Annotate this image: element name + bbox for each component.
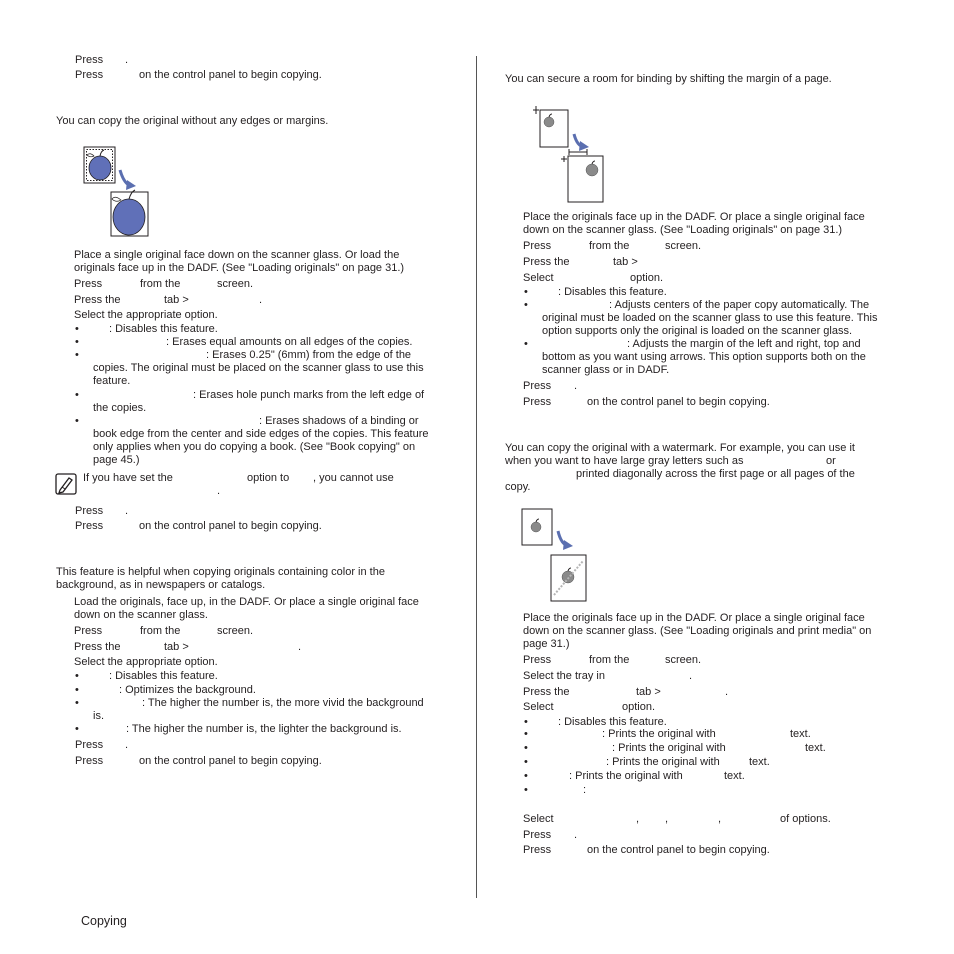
option-text: only applies when you do copying a book. (See "Book copying" on	[93, 441, 416, 453]
step-text: tab >	[164, 294, 189, 306]
option-text: : Prints the original with	[602, 728, 716, 740]
step-text: from the	[140, 625, 181, 637]
option-text: : Disables this feature.	[558, 716, 667, 728]
step-text: from the	[589, 654, 630, 666]
step-text: Press	[74, 278, 103, 290]
option-text: : Erases shadows of a binding or	[259, 415, 419, 427]
bullet: •	[524, 299, 528, 311]
option-text: : Prints the original with	[606, 756, 720, 768]
step-text: on the control panel to begin copying.	[587, 844, 770, 856]
step-text: Select the appropriate option.	[74, 656, 218, 668]
step-text: Press the	[74, 294, 121, 306]
step-text: Press	[523, 829, 552, 841]
step-text: Press	[523, 380, 552, 392]
bullet: •	[524, 286, 528, 298]
option-text: : Adjusts the margin of the left and right, top and	[627, 338, 861, 350]
bullet: •	[524, 716, 528, 728]
step-text: option.	[622, 701, 656, 713]
step-text: .	[689, 670, 693, 682]
step-text: ,	[665, 813, 669, 825]
step-text: .	[725, 686, 729, 698]
step-text: Press	[75, 739, 104, 751]
option-text: bottom as you want using arrows. This option supports both on the	[542, 351, 866, 363]
option-text: original must be loaded on the scanner glass to use this feature. This	[542, 312, 878, 324]
step-text: tab >	[636, 686, 661, 698]
step-text: page 31.)	[523, 638, 570, 650]
step-text: Place the originals face up in the DADF. Or place a single original face	[523, 211, 865, 223]
option-text: feature.	[93, 375, 131, 387]
column-divider	[476, 56, 477, 898]
option-text: : Optimizes the background.	[119, 684, 256, 696]
option-text: : The higher the number is, the lighter the background is.	[126, 723, 402, 735]
option-text: : Disables this feature.	[558, 286, 667, 298]
step-text: Select	[523, 701, 554, 713]
bullet: •	[524, 784, 528, 796]
step-text: Select the tray in	[523, 670, 605, 682]
option-text: : The higher the number is, the more vivid the background	[142, 697, 424, 709]
option-text: :	[583, 784, 587, 796]
option-text: : Adjusts centers of the paper copy automatically. The	[609, 299, 870, 311]
step-text: on the control panel to begin copying.	[139, 520, 322, 532]
option-text: : Disables this feature.	[109, 670, 218, 682]
option-text: copies. The original must be placed on the scanner glass to use this	[93, 362, 424, 374]
note-text: , you cannot use	[313, 472, 394, 484]
margin-shift-illustration	[531, 104, 605, 204]
step-text: Press	[75, 54, 104, 66]
bullet: •	[524, 728, 528, 740]
step-text: option.	[630, 272, 664, 284]
option-text: : Erases hole punch marks from the left edge of	[193, 389, 425, 401]
step-text: Press	[74, 625, 103, 637]
option-text: text.	[805, 742, 826, 754]
bullet: •	[75, 670, 79, 682]
section-intro: You can copy the original without any edges or margins.	[56, 115, 329, 127]
step-text: Press	[523, 844, 552, 856]
step-text: .	[125, 505, 129, 517]
step-text: Press	[75, 69, 104, 81]
step-text: Press	[523, 654, 552, 666]
option-text: : Prints the original with	[612, 742, 726, 754]
step-text: from the	[589, 240, 630, 252]
step-text: ,	[636, 813, 640, 825]
section-intro: printed diagonally across the first page or all pages of the	[576, 468, 855, 480]
option-text: : Erases 0.25" (6mm) from the edge of the	[206, 349, 412, 361]
step-text: Press	[75, 505, 104, 517]
step-text: screen.	[665, 654, 702, 666]
step-text: Press the	[523, 686, 570, 698]
step-text: Press	[75, 755, 104, 767]
step-text: originals face up in the DADF. (See "Loading originals" on page 31.)	[74, 262, 405, 274]
section-intro: This feature is helpful when copying originals containing color in the	[56, 566, 385, 578]
step-text: ,	[718, 813, 722, 825]
step-text: on the control panel to begin copying.	[587, 396, 770, 408]
step-text: screen.	[665, 240, 702, 252]
section-intro: when you want to have large gray letters such as	[505, 455, 744, 467]
section-intro: copy.	[505, 481, 531, 493]
step-text: Load the originals, face up, in the DADF. Or place a single original face	[74, 596, 419, 608]
section-intro: You can copy the original with a watermark. For example, you can use it	[505, 442, 855, 454]
bullet: •	[75, 723, 79, 735]
option-text: : Prints the original with	[569, 770, 683, 782]
note-icon	[55, 473, 77, 495]
bullet: •	[75, 697, 79, 709]
watermark-illustration	[521, 507, 591, 603]
step-text: down on the scanner glass.	[74, 609, 208, 621]
bullet: •	[524, 770, 528, 782]
step-text: Place the originals face up in the DADF. Or place a single original face	[523, 612, 865, 624]
bullet: •	[75, 389, 79, 401]
section-intro: You can secure a room for binding by shifting the margin of a page.	[505, 73, 832, 85]
bullet: •	[524, 742, 528, 754]
step-text: Select the appropriate option.	[74, 309, 218, 321]
option-text: page 45.)	[93, 454, 140, 466]
step-text: tab >	[164, 641, 189, 653]
option-text: is.	[93, 710, 104, 722]
section-intro: or	[826, 455, 836, 467]
bullet: •	[75, 349, 79, 361]
step-text: .	[259, 294, 263, 306]
step-text: down on the scanner glass. (See "Loading originals" on page 31.)	[523, 224, 843, 236]
note-text: .	[217, 485, 221, 497]
bullet: •	[524, 338, 528, 350]
bullet: •	[524, 756, 528, 768]
step-text: screen.	[217, 625, 254, 637]
step-text: tab >	[613, 256, 638, 268]
step-text: Press the	[523, 256, 570, 268]
step-text: .	[298, 641, 302, 653]
option-text: scanner glass or in DADF.	[542, 364, 670, 376]
step-text: Press the	[74, 641, 121, 653]
step-text: on the control panel to begin copying.	[139, 69, 322, 81]
bullet: •	[75, 684, 79, 696]
option-text: text.	[749, 756, 770, 768]
step-text: Press	[75, 520, 104, 532]
step-text: Select	[523, 813, 554, 825]
note-text: option to	[247, 472, 290, 484]
option-text: text.	[724, 770, 745, 782]
option-text: : Disables this feature.	[109, 323, 218, 335]
step-text: .	[574, 380, 578, 392]
option-text: : Erases equal amounts on all edges of the copies.	[166, 336, 413, 348]
note-text: If you have set the	[83, 472, 173, 484]
bullet: •	[75, 323, 79, 335]
step-text: .	[125, 54, 129, 66]
step-text: Place a single original face down on the scanner glass. Or load the	[74, 249, 400, 261]
step-text: .	[125, 739, 129, 751]
bullet: •	[75, 415, 79, 427]
step-text: Press	[523, 240, 552, 252]
step-text: Press	[523, 396, 552, 408]
step-text: Select	[523, 272, 554, 284]
step-text: of options.	[780, 813, 831, 825]
section-intro: background, as in newspapers or catalogs.	[56, 579, 266, 591]
option-text: the copies.	[93, 402, 147, 414]
step-text: down on the scanner glass. (See "Loading originals and print media" on	[523, 625, 872, 637]
option-text: book edge from the center and side edges of the copies. This feature	[93, 428, 429, 440]
bullet: •	[75, 336, 79, 348]
step-text: from the	[140, 278, 181, 290]
option-text: option supports only the original is loaded on the scanner glass.	[542, 325, 853, 337]
erase-edge-illustration	[82, 146, 152, 238]
step-text: .	[574, 829, 578, 841]
step-text: on the control panel to begin copying.	[139, 755, 322, 767]
step-text: screen.	[217, 278, 254, 290]
page-footer-label: Copying	[81, 914, 127, 928]
option-text: text.	[790, 728, 811, 740]
